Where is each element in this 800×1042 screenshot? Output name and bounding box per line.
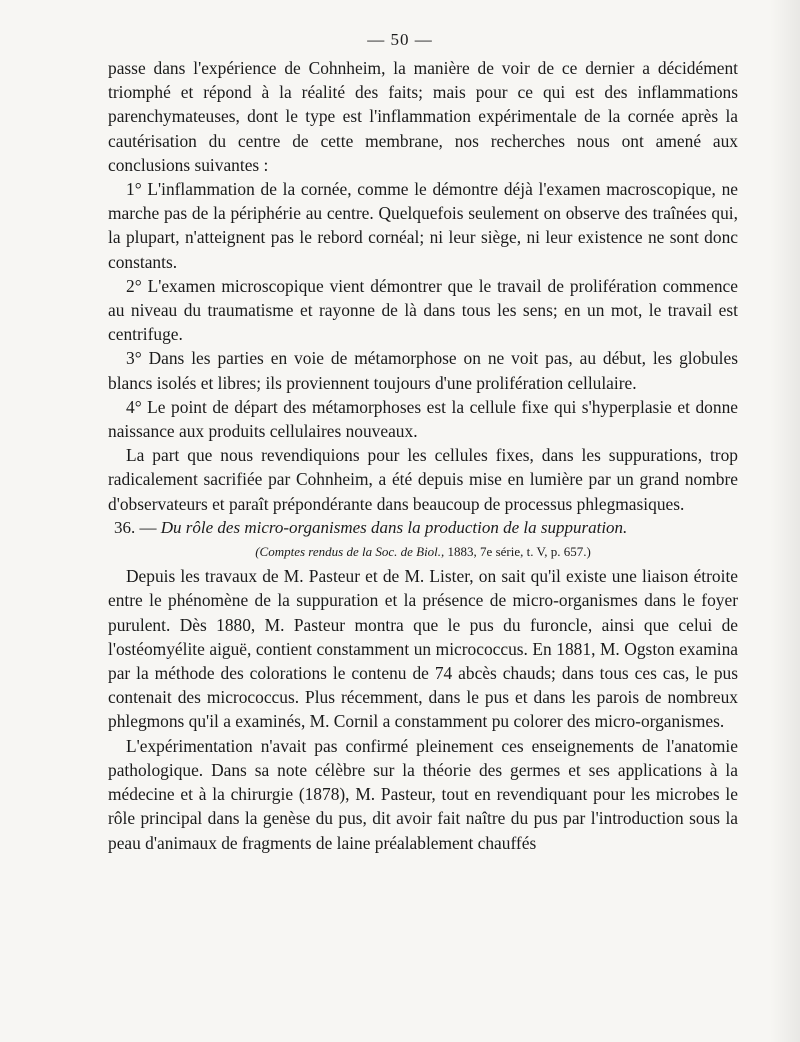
reference-details: 1883, 7e série, t. V, p. 657.) <box>447 544 591 560</box>
page-number: — 50 — <box>367 30 433 49</box>
body-text <box>108 56 738 855</box>
paragraph: 3° Dans les parties en voie de métamorphose on ne voit pas, au début, les globules blancs isolés et libres; ils proviennent toujours d'une prolifération cellulaire. <box>108 348 738 393</box>
paragraph: 2° L'examen microscopique vient démontrer que le travail de prolifération commence au niveau du traumatisme et rayonne de là dans tous les sens; en un mot, le travail est centrifuge. <box>108 275 738 345</box>
section-number: 36. — <box>114 517 157 537</box>
reference-source: (Comptes rendus de la Soc. de Biol., <box>255 544 445 560</box>
page-edge-shadow <box>770 0 800 1042</box>
paragraph: 4° Le point de départ des métamorphoses est la cellule fixe qui s'hyperplasie et donne naissance aux produits cellulaires nouveaux. <box>108 396 738 442</box>
paragraph: 1° L'inflammation de la cornée, comme le démontre déjà l'examen macroscopique, ne marche pas de la périphérie au centre. Quelquefois seulement on observe des traînées qui, la plupart, n'atteignent pas le rebord cornéal; ni leur siège, ni leur existence ne sont donc constants. <box>108 179 738 272</box>
paragraph: L'expérimentation n'avait pas confirmé pleinement ces enseignements de l'anatomie pathologique. Dans sa note célèbre sur la théorie des germes et ses applications à la médecine et à la chirurgie (1878), M. Pasteur, tout en revendiquant pour les microbes le rôle principal dans la genèse du pus, dit avoir fait naître du pus par l'introduction sous la peau d'animaux de fragments de laine préalablement chauffés <box>108 735 738 853</box>
section-heading <box>108 516 738 540</box>
section-title: Du rôle des micro-organismes dans la production de la suppuration. <box>160 517 628 537</box>
section-reference <box>108 540 738 564</box>
paragraph: Depuis les travaux de M. Pasteur et de M. Lister, on sait qu'il existe une liaison étroite entre le phénomène de la suppuration et la présence de micro-organismes dans le foyer purulent. Dès 1880, M. Pasteur montra que le pus du furoncle, ainsi que celui de l'ostéomyélite aiguë, contient constamment un micrococcus. En 1881, M. Ogston examina par la méthode des colorations le contenu de 74 abcès chauds; dans tous ces cas, le pus contenait des micrococcus. Plus récemment, dans le pus et dans les parois de nombreux phlegmons qu'il a examinés, M. Cornil a constamment pu colorer des micro-organismes. <box>108 566 738 732</box>
paragraph: La part que nous revendiquions pour les cellules fixes, dans les suppurations, trop radicalement sacrifiée par Cohnheim, a été depuis mise en lumière par un grand nombre d'observateurs et paraît prépondérante dans beaucoup de processus phlegmasiques. <box>108 445 738 514</box>
paragraph: passe dans l'expérience de Cohnheim, la manière de voir de ce dernier a décidément triomphé et répond à la réalité des faits; mais pour ce qui est des inflammations parenchymateuses, dont le type est l'inflammation expérimentale de la cornée après la cautérisation du centre de cette membrane, nos recherches nous ont amené aux conclusions suivantes : <box>108 58 738 175</box>
